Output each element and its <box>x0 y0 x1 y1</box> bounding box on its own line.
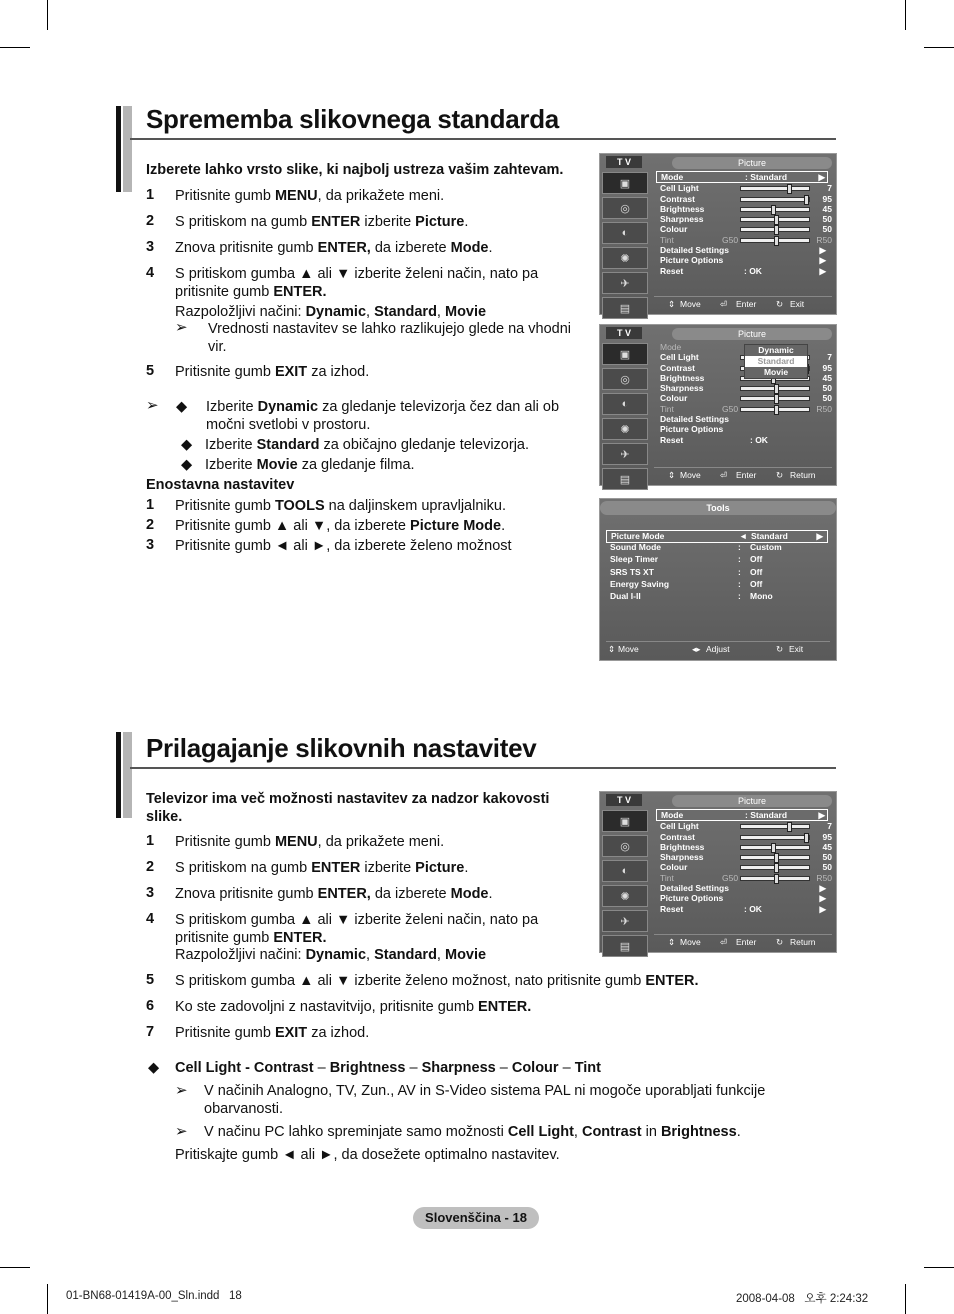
osd-row <box>656 234 832 245</box>
slider-value: 95 <box>822 831 832 842</box>
settings-list: Cell Light - Contrast – Brightness – Sharpness – Colour – Tint <box>175 1060 601 1076</box>
tv-label: T V <box>606 327 642 339</box>
tools-row <box>606 591 826 602</box>
exit-icon: ↻ <box>776 299 784 309</box>
slider-value: 95 <box>822 362 832 373</box>
application-icon: ▤ <box>602 468 648 490</box>
step-number: 4 <box>146 265 155 281</box>
tools-row-label: Sleep Timer <box>610 554 659 565</box>
slider-bar <box>740 227 810 232</box>
adjust-icon: ◂▸ <box>692 644 701 654</box>
step-text: Ko ste zadovoljni z nastavitvijo, pritisnite gumb ENTER. <box>175 999 532 1015</box>
footer-enter: Enter <box>736 470 757 480</box>
tools-row-value: Off <box>750 578 763 589</box>
osd-row-label: Tint <box>660 403 674 414</box>
crop-mark <box>47 1284 48 1314</box>
slider-bar <box>740 207 810 212</box>
section-rule <box>130 138 836 140</box>
osd-row-label: Sharpness <box>660 852 704 863</box>
note-arrow-icon: ➢ <box>146 397 159 414</box>
tools-footer <box>606 641 830 656</box>
exit-icon: ↻ <box>776 470 784 480</box>
modes-line: Razpoložljivi načini: Dynamic, Standard, Movie <box>175 304 487 320</box>
modes-line: Razpoložljivi načini: Dynamic, Standard, Movie <box>175 947 487 963</box>
note-arrow-icon: ➢ <box>175 1123 188 1140</box>
step-number: 2 <box>146 517 155 533</box>
tools-row <box>606 554 826 565</box>
osd-row-label: Sharpness <box>660 214 704 225</box>
diamond-icon: ◆ <box>176 399 188 415</box>
osd-row <box>656 841 832 852</box>
step-number: 3 <box>146 239 155 255</box>
osd-row <box>656 393 832 404</box>
exit-icon: ↻ <box>776 937 784 947</box>
step-number: 7 <box>146 1024 155 1040</box>
easy-title: Enostavna nastavitev <box>146 477 295 493</box>
step-text: Pritisnite gumb EXIT za izhod. <box>175 1025 370 1041</box>
step-number: 4 <box>146 911 155 927</box>
diamond-icon: ◆ <box>181 437 193 453</box>
tools-row-sep: : <box>738 578 741 589</box>
slider-value: 50 <box>822 214 832 225</box>
osd-row-label: Colour <box>660 393 688 404</box>
tint-g: G50 <box>722 234 739 245</box>
step-text: Pritisnite gumb EXIT za izhod. <box>175 364 370 380</box>
osd-row-label: Tint <box>660 872 674 883</box>
tint-r: R50 <box>816 872 832 883</box>
osd-row <box>656 383 832 394</box>
dropdown-option: Dynamic <box>745 345 807 356</box>
slider-value: 7 <box>827 821 832 832</box>
move-icon: ⇕ <box>668 470 676 480</box>
footer-exit: Exit <box>790 299 805 309</box>
step-text: Pritisnite gumb ▲ ali ▼, da izberete Picture Mode. <box>175 518 506 534</box>
tools-row <box>606 542 826 553</box>
section-rule <box>130 767 836 769</box>
osd-footer <box>654 467 832 482</box>
tools-row-sep: : <box>738 554 741 565</box>
note-arrow-icon: ➢ <box>175 1082 188 1099</box>
note-text: Vrednosti nastavitev se lahko razlikujejo glede na vhodni vir. <box>208 321 571 355</box>
enter-icon: ⏎ <box>720 299 728 309</box>
osd-row-label: Mode <box>661 172 684 182</box>
osd-row-label: Brightness <box>660 841 705 852</box>
right-arrow-icon: ▶ <box>818 172 825 182</box>
right-arrow-icon: ▶ <box>819 903 826 914</box>
slider-bar <box>740 197 810 202</box>
enter-icon: ⏎ <box>720 937 728 947</box>
setup-icon: ✺ <box>602 247 648 269</box>
channel-icon: ◐ <box>602 393 648 415</box>
crop-mark <box>924 1267 954 1268</box>
slider-bar <box>740 217 810 222</box>
footer-adjust: Adjust <box>706 644 730 654</box>
osd-row <box>656 862 832 873</box>
osd-row <box>656 403 832 414</box>
step-number: 3 <box>146 537 155 553</box>
right-arrow-icon: ▶ <box>819 893 826 904</box>
section-bar <box>123 106 132 192</box>
application-icon: ▤ <box>602 935 648 957</box>
dropdown-option: Standard <box>745 356 807 367</box>
slider-value: 7 <box>827 352 832 363</box>
slider-value: 7 <box>827 183 832 194</box>
step-text: Znova pritisnite gumb ENTER, da izberete Mode. <box>175 886 493 902</box>
osd-row <box>656 893 828 903</box>
slider-bar <box>740 238 810 243</box>
slider-bar <box>740 824 810 829</box>
note-text: V načinih Analogno, TV, Zun., AV in S-Video sistema PAL ni mogoče uporabljati funkcije obarvanosti. <box>204 1083 766 1117</box>
osd-row <box>656 245 828 255</box>
tools-row-sep: : <box>738 566 741 577</box>
slider-value: 50 <box>822 383 832 394</box>
picture-icon: ▣ <box>602 172 648 194</box>
footer-exit: Return <box>790 937 816 947</box>
slider-bar <box>740 855 810 860</box>
step-text: Znova pritisnite gumb ENTER, da izberete Mode. <box>175 240 493 256</box>
tools-row <box>606 567 826 578</box>
osd-row-label: Mode <box>660 342 682 352</box>
tools-row <box>606 530 828 543</box>
section-bar <box>116 732 121 818</box>
osd-row-label: Contrast <box>660 362 695 373</box>
footer-exit: Exit <box>789 644 804 654</box>
osd-row <box>656 852 832 863</box>
slider-bar <box>740 386 810 391</box>
slider-bar <box>740 865 810 870</box>
section-bar <box>123 732 132 818</box>
osd-row-label: Brightness <box>660 372 705 383</box>
tools-row-value: Off <box>750 554 763 565</box>
osd-row <box>656 214 832 225</box>
osd-row <box>656 904 828 914</box>
tv-label: T V <box>606 156 642 168</box>
crop-mark <box>47 0 48 30</box>
slider-value: 45 <box>822 203 832 214</box>
step-number: 1 <box>146 187 155 203</box>
right-arrow-icon: ▶ <box>819 265 826 276</box>
tools-row-label: Dual I-II <box>610 591 641 601</box>
exit-icon: ↻ <box>776 644 784 654</box>
right-arrow-icon: ▶ <box>816 531 823 541</box>
footer-exit: Return <box>790 470 816 480</box>
reset-value: : OK <box>744 903 762 914</box>
osd-row-label: Colour <box>660 862 688 873</box>
osd-row-label: Mode <box>661 810 684 820</box>
tools-row <box>606 579 826 590</box>
step-number: 3 <box>146 885 155 901</box>
note-text: V načinu PC lahko spreminjate samo možnosti Cell Light, Contrast in Brightness. <box>204 1124 741 1140</box>
picture-menu-screenshot <box>599 791 837 953</box>
tip-text: Izberite Movie za gledanje filma. <box>205 457 415 473</box>
osd-row-label: Brightness <box>660 203 705 214</box>
application-icon: ▤ <box>602 297 648 319</box>
tools-menu-screenshot <box>599 498 837 661</box>
setup-icon: ✺ <box>602 885 648 907</box>
osd-row-label: Sharpness <box>660 383 704 394</box>
intro: Televizor ima več možnosti nastavitev za nadzor kakovosti slike. <box>146 791 550 825</box>
osd-row <box>656 183 832 194</box>
channel-icon: ◐ <box>602 860 648 882</box>
footer-enter: Enter <box>736 299 757 309</box>
osd-row <box>656 193 832 204</box>
osd-row-label: Picture Options <box>660 893 724 904</box>
slider-bar <box>740 186 810 191</box>
reset-value: : OK <box>744 265 762 276</box>
step-number: 5 <box>146 363 155 379</box>
tools-row-label: Sound Mode <box>610 542 661 553</box>
tint-g: G50 <box>722 403 739 414</box>
osd-row <box>656 266 828 276</box>
tools-row-value: Mono <box>750 591 773 601</box>
tint-g: G50 <box>722 872 739 883</box>
section-title: Sprememba slikovnega standarda <box>146 104 559 134</box>
diamond-icon: ◆ <box>148 1060 160 1076</box>
osd-row-label: Cell Light <box>660 821 699 832</box>
osd-row-label: Cell Light <box>660 352 699 363</box>
section-title: Prilagajanje slikovnih nastavitev <box>146 733 537 763</box>
osd-row-label: Detailed Settings <box>660 883 729 894</box>
footer-move: Move <box>618 644 639 654</box>
setup-icon: ✺ <box>602 418 648 440</box>
crop-mark <box>0 47 30 48</box>
osd-row-label: Picture Options <box>660 424 724 435</box>
osd-row <box>656 821 832 832</box>
osd-row <box>656 203 832 214</box>
osd-row <box>656 171 828 183</box>
footer-enter: Enter <box>736 937 757 947</box>
footer-move: Move <box>680 299 701 309</box>
input-icon: ✈ <box>602 443 648 465</box>
slider-value: 50 <box>822 852 832 863</box>
mode-dropdown <box>744 344 808 379</box>
picture-mode-dropdown-screenshot <box>599 324 837 486</box>
right-arrow-icon: ▶ <box>819 883 826 894</box>
tools-row-sep: ◄ <box>739 531 748 541</box>
slider-bar <box>740 396 810 401</box>
section-bar <box>116 106 121 192</box>
diamond-icon: ◆ <box>181 457 193 473</box>
step-text: Pritisnite gumb ◄ ali ►, da izberete želeno možnost <box>175 538 512 554</box>
osd-row <box>656 414 828 424</box>
slider-value: 45 <box>822 372 832 383</box>
crop-mark <box>0 1267 30 1268</box>
osd-row-label: Contrast <box>660 193 695 204</box>
enter-icon: ⏎ <box>720 470 728 480</box>
tools-row-label: SRS TS XT <box>610 566 654 577</box>
step-text: Pritisnite gumb MENU, da prikažete meni. <box>175 188 445 204</box>
dropdown-option: Movie <box>745 367 807 378</box>
print-date: 2008-04-08 오후 2:24:32 <box>736 1293 869 1305</box>
move-icon: ⇕ <box>608 644 616 654</box>
footer-move: Move <box>680 470 701 480</box>
osd-footer <box>654 934 832 949</box>
osd-row-label: Reset <box>660 903 684 914</box>
step-text: S pritiskom gumba ▲ ali ▼ izberite želeni način, nato pa pritisnite gumb ENTER. <box>175 912 539 946</box>
osd-row-label: Reset <box>660 434 684 445</box>
slider-value: 50 <box>822 224 832 235</box>
osd-row-label: Reset <box>660 265 684 276</box>
tint-r: R50 <box>816 234 832 245</box>
slider-value: 50 <box>822 862 832 873</box>
step-text: S pritiskom gumba ▲ ali ▼ izberite želeni način, nato pa pritisnite gumb ENTER. <box>175 266 539 300</box>
step-number: 2 <box>146 213 155 229</box>
footer-move: Move <box>680 937 701 947</box>
right-arrow-icon: ▶ <box>819 255 826 266</box>
osd-row <box>656 255 828 265</box>
slider-value: 95 <box>822 193 832 204</box>
sound-icon: ◎ <box>602 835 648 857</box>
crop-mark <box>905 1284 906 1314</box>
move-icon: ⇕ <box>668 299 676 309</box>
osd-row-label: Cell Light <box>660 183 699 194</box>
tip-text: Izberite Dynamic za gledanje televizorja čez dan ali ob močni svetlobi v prostoru. <box>206 399 560 433</box>
osd-header: Picture <box>672 328 832 340</box>
osd-row-label: Picture Options <box>660 255 724 266</box>
picture-icon: ▣ <box>602 810 648 832</box>
intro: Izberete lahko vrsto slike, ki najbolj ustreza vašim zahtevam. <box>146 162 564 178</box>
osd-row <box>656 872 832 883</box>
tip-text: Izberite Standard za običajno gledanje televizorja. <box>205 437 530 453</box>
move-icon: ⇕ <box>668 937 676 947</box>
step-text: Pritisnite gumb TOOLS na daljinskem upravljalniku. <box>175 498 506 514</box>
right-arrow-icon: ▶ <box>819 245 826 256</box>
crop-mark <box>905 0 906 30</box>
step-text: S pritiskom gumba ▲ ali ▼ izberite želeno možnost, nato pritisnite gumb ENTER. <box>175 973 699 989</box>
step-text: S pritiskom na gumb ENTER izberite Picture. <box>175 214 469 230</box>
tools-row-label: Energy Saving <box>610 578 670 589</box>
picture-menu-screenshot <box>599 153 837 315</box>
note-arrow-icon: ➢ <box>175 319 188 336</box>
slider-value: 50 <box>822 393 832 404</box>
tools-row-value: Off <box>750 566 763 577</box>
crop-mark <box>924 47 954 48</box>
file-info: 01-BN68-01419A-00_Sln.indd 18 <box>66 1290 242 1302</box>
tools-row-value: Standard <box>751 531 788 541</box>
tools-row-value: Custom <box>750 542 782 553</box>
osd-row <box>656 883 828 893</box>
page-label: Slovenščina - 18 <box>413 1207 539 1229</box>
osd-row-label: Detailed Settings <box>660 414 729 425</box>
tools-header: Tools <box>600 501 836 515</box>
osd-row <box>656 224 832 235</box>
slider-bar <box>740 835 810 840</box>
osd-header: Picture <box>672 157 832 169</box>
right-arrow-icon: ▶ <box>818 810 825 820</box>
tint-r: R50 <box>816 403 832 414</box>
osd-header: Picture <box>672 795 832 807</box>
step-number: 1 <box>146 497 155 513</box>
tools-row-sep: : <box>738 591 741 601</box>
osd-row-label: Colour <box>660 224 688 235</box>
step-text: S pritiskom na gumb ENTER izberite Picture. <box>175 860 469 876</box>
osd-row <box>656 435 828 445</box>
tools-row-label: Picture Mode <box>611 531 665 541</box>
tv-label: T V <box>606 794 642 806</box>
channel-icon: ◐ <box>602 222 648 244</box>
osd-footer <box>654 296 832 311</box>
sound-icon: ◎ <box>602 197 648 219</box>
step-number: 5 <box>146 972 155 988</box>
step-number: 2 <box>146 859 155 875</box>
step-number: 1 <box>146 833 155 849</box>
osd-row <box>656 424 828 434</box>
osd-row <box>656 831 832 842</box>
osd-row-label: Contrast <box>660 831 695 842</box>
slider-value: 45 <box>822 841 832 852</box>
sound-icon: ◎ <box>602 368 648 390</box>
osd-row-label: Tint <box>660 234 674 245</box>
input-icon: ✈ <box>602 910 648 932</box>
slider-bar <box>740 407 810 412</box>
osd-row-label: Detailed Settings <box>660 245 729 256</box>
reset-value: : OK <box>750 434 768 445</box>
slider-bar <box>740 876 810 881</box>
tools-row-sep: : <box>738 542 741 553</box>
picture-icon: ▣ <box>602 343 648 365</box>
mode-value: : Standard <box>745 810 788 820</box>
step-text: Pritisnite gumb MENU, da prikažete meni. <box>175 834 445 850</box>
input-icon: ✈ <box>602 272 648 294</box>
osd-row <box>656 809 828 821</box>
slider-bar <box>740 845 810 850</box>
mode-value: : Standard <box>745 172 788 182</box>
step-number: 6 <box>146 998 155 1014</box>
press-text: Pritiskajte gumb ◄ ali ►, da dosežete optimalno nastavitev. <box>175 1147 560 1163</box>
